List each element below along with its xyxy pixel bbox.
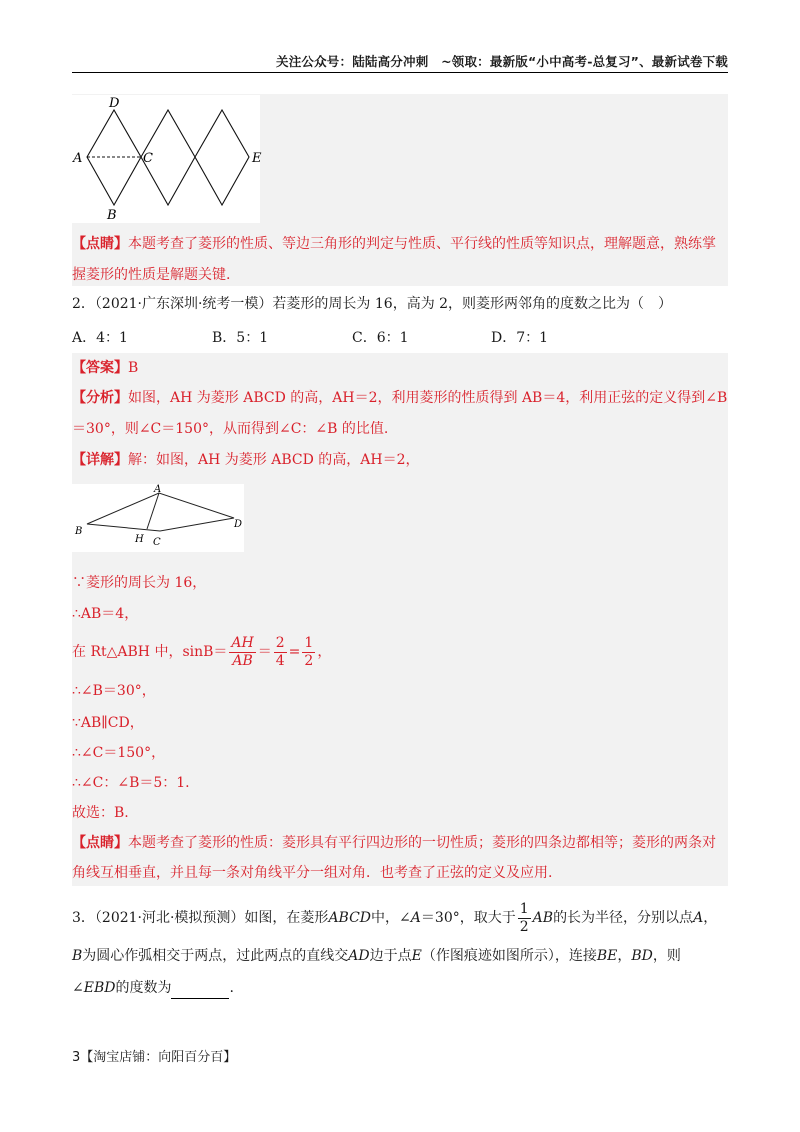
q3-text: 中，∠ <box>371 910 411 926</box>
math-b: B <box>72 948 83 964</box>
math-bd: BD <box>631 948 653 964</box>
fraction-denominator: 2 <box>519 918 529 935</box>
math-ad: AD <box>348 948 370 964</box>
equals-sign: = <box>288 644 301 660</box>
fraction-2-4 <box>274 635 287 670</box>
q3-text: 为圆心作弧相交于两点，过此两点的直线交 <box>82 948 349 964</box>
q2-analysis-line2: ＝30°，则∠C＝150°，从而得到∠C：∠B 的比值. <box>72 421 389 437</box>
page-footer: 3【淘宝店铺：向阳百分百】 <box>72 1050 237 1065</box>
header-rule <box>72 72 728 73</box>
fig2-label-h: H <box>135 534 144 545</box>
step-suffix: ， <box>317 644 332 660</box>
figure-label-a: A <box>73 151 83 166</box>
fraction-numerator: AH <box>231 634 254 651</box>
fig2-label-b: B <box>75 526 83 537</box>
angle-symbol: ∠ <box>72 980 84 996</box>
figure-label-e: E <box>252 151 262 166</box>
answer-tag: 【答案】 <box>72 360 128 376</box>
figure-label-b: B <box>107 208 117 223</box>
q2-step-2: ∴AB＝4， <box>72 606 139 622</box>
fraction-denominator: AB <box>232 652 253 669</box>
q3-text: 边于点 <box>369 948 412 964</box>
detail-text: 解：如图，AH 为菱形 ABCD 的高，AH＝2， <box>128 452 420 468</box>
math-abcd: ABCD <box>328 910 372 926</box>
q3-text: . <box>229 980 234 996</box>
q2-step-7: ∴∠C：∠B＝5：1. <box>72 775 190 791</box>
q2-option-d: D．7：1 <box>491 330 549 346</box>
comment-text: 本题考查了菱形的性质、等边三角形的判定与性质、平行线的性质等知识点，理解题意，熟练掌 <box>128 236 716 252</box>
q3-text: ， <box>703 910 718 926</box>
q2-answer <box>72 357 732 379</box>
math-e: E <box>411 948 422 964</box>
q3-text: ＝30°，取大于 <box>420 910 516 926</box>
q2-stem: 2．（2021·广东深圳·统考一模）若菱形的周长为 16，高为 2，则菱形两邻角的度数之比为（ ） <box>72 296 673 312</box>
math-ebd: EBD <box>83 980 116 996</box>
page-header: 关注公众号：陆陆高分冲刺 ~领取：最新版“小中高考-总复习”、最新试卷下载 <box>276 54 728 69</box>
equals-sign: ＝ <box>257 644 272 660</box>
q2-option-a: A．4：1 <box>72 330 128 346</box>
math-a: A <box>693 910 704 926</box>
q3-text: 的度数为 <box>115 980 172 996</box>
q3-text: 3．（2021·河北·模拟预测）如图，在菱形 <box>72 910 329 926</box>
analysis-text: 如图，AH 为菱形 ABCD 的高，AH＝2，利用菱形的性质得到 AB＝4，利用正弦的定义得到∠B <box>128 390 728 406</box>
q3-line2 <box>72 945 732 967</box>
fraction-denominator: 2 <box>304 652 314 669</box>
q1-comment-line2: 握菱形的性质是解题关键. <box>72 267 231 283</box>
q2-step-5: ∵AB∥CD， <box>72 715 144 731</box>
fraction-numerator: 2 <box>275 634 285 651</box>
q2-comment-line1 <box>72 832 732 854</box>
q2-option-b: B．5：1 <box>212 330 269 346</box>
q2-step-4: ∴∠B＝30°， <box>72 683 156 699</box>
sinb-prefix: 在 Rt△ABH 中，sinB＝ <box>72 644 228 660</box>
fig2-label-d: D <box>234 519 243 530</box>
comment-tag: 【点睛】 <box>72 835 128 851</box>
q3-text: （作图痕迹如图所示），连接 <box>421 948 597 964</box>
answer-value: B <box>128 360 139 376</box>
q3-line1 <box>72 898 732 938</box>
detail-tag: 【详解】 <box>72 452 128 468</box>
q2-detail-intro <box>72 449 732 471</box>
q1-comment-line1 <box>72 233 732 255</box>
comment-tag: 【点睛】 <box>72 236 128 252</box>
q3-text: 的长为半径，分别以点 <box>553 910 694 926</box>
fraction-ah-ab <box>229 635 255 670</box>
q3-text: ，则 <box>652 948 681 964</box>
comment-text: 本题考查了菱形的性质：菱形具有平行四边形的一切性质；菱形的四条边都相等；菱形的两条对 <box>128 835 716 851</box>
q2-step-6: ∴∠C＝150°， <box>72 745 166 761</box>
q3-line3 <box>72 977 732 999</box>
fraction-1-2 <box>518 901 531 936</box>
rhombus-chain-figure <box>72 95 260 223</box>
math-ab: AB <box>532 910 554 926</box>
figure-label-d: D <box>109 96 120 111</box>
q2-step-1: ∵菱形的周长为 16， <box>72 575 207 591</box>
q3-text: ， <box>617 948 632 964</box>
q2-step-8: 故选：B. <box>72 805 129 821</box>
fraction-1-2 <box>302 635 315 670</box>
fraction-numerator: 1 <box>304 634 314 651</box>
fig2-label-a: A <box>154 484 162 495</box>
figure-label-c: C <box>143 151 153 166</box>
answer-blank[interactable] <box>171 984 229 999</box>
fraction-denominator: 4 <box>275 652 285 669</box>
fig2-label-c: C <box>153 537 161 548</box>
analysis-tag: 【分析】 <box>72 390 128 406</box>
fraction-numerator: 1 <box>519 900 529 917</box>
math-be: BE <box>596 948 618 964</box>
math-a: A <box>410 910 421 926</box>
q2-analysis-line1 <box>72 387 732 409</box>
rhombus-abcd-figure <box>72 484 244 552</box>
q2-option-c: C．6：1 <box>352 330 409 346</box>
q2-comment-line2: 角线互相垂直，并且每一条对角线平分一组对角．也考查了正弦的定义及应用. <box>72 865 553 881</box>
q2-step-3 <box>72 632 732 672</box>
